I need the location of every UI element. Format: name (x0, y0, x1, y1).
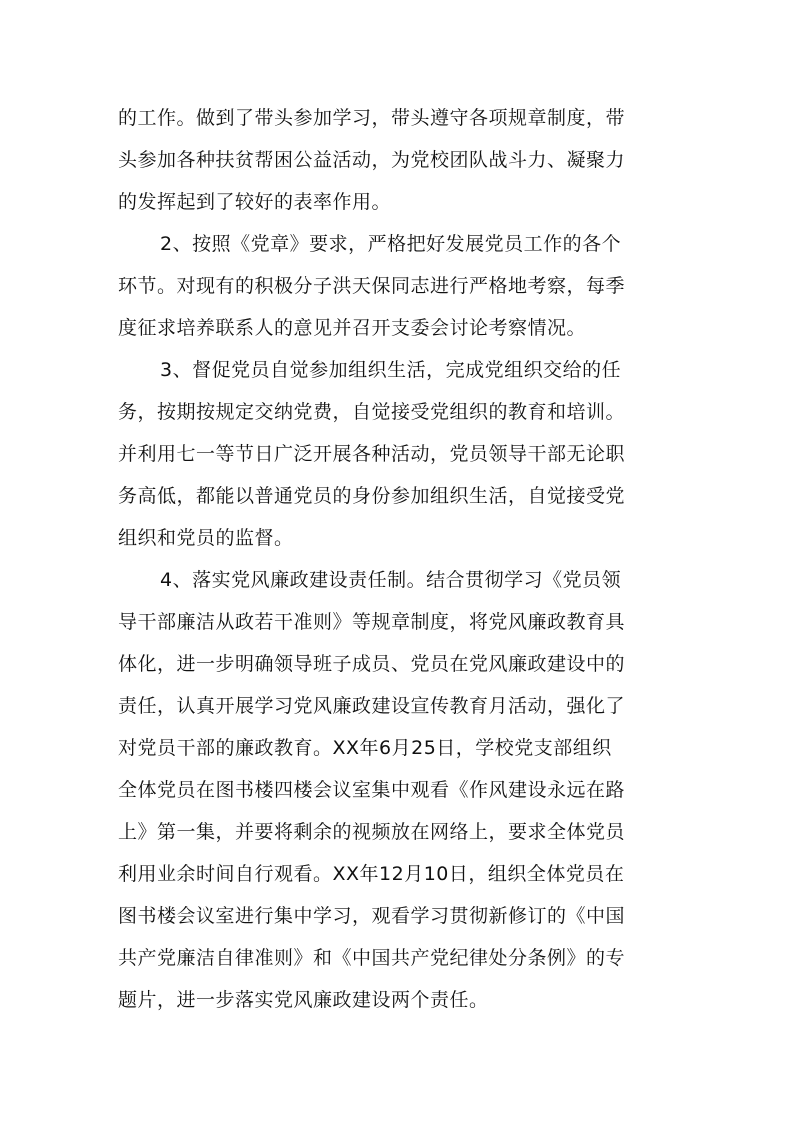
paragraph-4-first-line: 4、落实党风廉政建设责任制。结合贯彻学习《党员领 (160, 569, 622, 591)
text-line: 组织和党员的监督。 (118, 527, 294, 549)
text-line: 并利用七一等节日广泛开展各种活动，党员领导干部无论职 (118, 443, 626, 465)
text-line: 全体党员在图书楼四楼会议室集中观看《作风建设永远在路 (118, 779, 626, 801)
text-line: 共产党廉洁自律准则》和《中国共产党纪律处分条例》的专 (118, 947, 626, 969)
text-line: 上》第一集，并要将剩余的视频放在网络上，要求全体党员 (118, 821, 626, 843)
paragraph-2-first-line: 2、按照《党章》要求，严格把好发展党员工作的各个 (160, 233, 622, 255)
text-line: 对党员干部的廉政教育。XX年6月25日，学校党支部组织 (118, 737, 612, 759)
paragraph-3-first-line: 3、督促党员自觉参加组织生活，完成党组织交给的任 (160, 359, 622, 381)
text-line: 的发挥起到了较好的表率作用。 (118, 191, 392, 213)
text-line: 利用业余时间自行观看。XX年12月10日，组织全体党员在 (118, 863, 625, 885)
text-line: 题片，进一步落实党风廉政建设两个责任。 (118, 989, 489, 1011)
text-line: 责任，认真开展学习党风廉政建设宣传教育月活动，强化了 (118, 695, 626, 717)
text-line: 的工作。做到了带头参加学习，带头遵守各项规章制度，带 (118, 107, 626, 129)
text-line: 环节。对现有的积极分子洪天保同志进行严格地考察，每季 (118, 275, 626, 297)
text-line: 务，按期按规定交纳党费，自觉接受党组织的教育和培训。 (118, 401, 626, 423)
text-line: 头参加各种扶贫帮困公益活动，为党校团队战斗力、凝聚力 (118, 149, 626, 171)
document-body (118, 97, 678, 1021)
text-line: 度征求培养联系人的意见并召开支委会讨论考察情况。 (118, 317, 587, 339)
text-line: 体化，进一步明确领导班子成员、党员在党风廉政建设中的 (118, 653, 626, 675)
text-line: 务高低，都能以普通党员的身份参加组织生活，自觉接受党 (118, 485, 626, 507)
text-line: 图书楼会议室进行集中学习，观看学习贯彻新修订的《中国 (118, 905, 626, 927)
text-line: 导干部廉洁从政若干准则》等规章制度，将党风廉政教育具 (118, 611, 626, 633)
